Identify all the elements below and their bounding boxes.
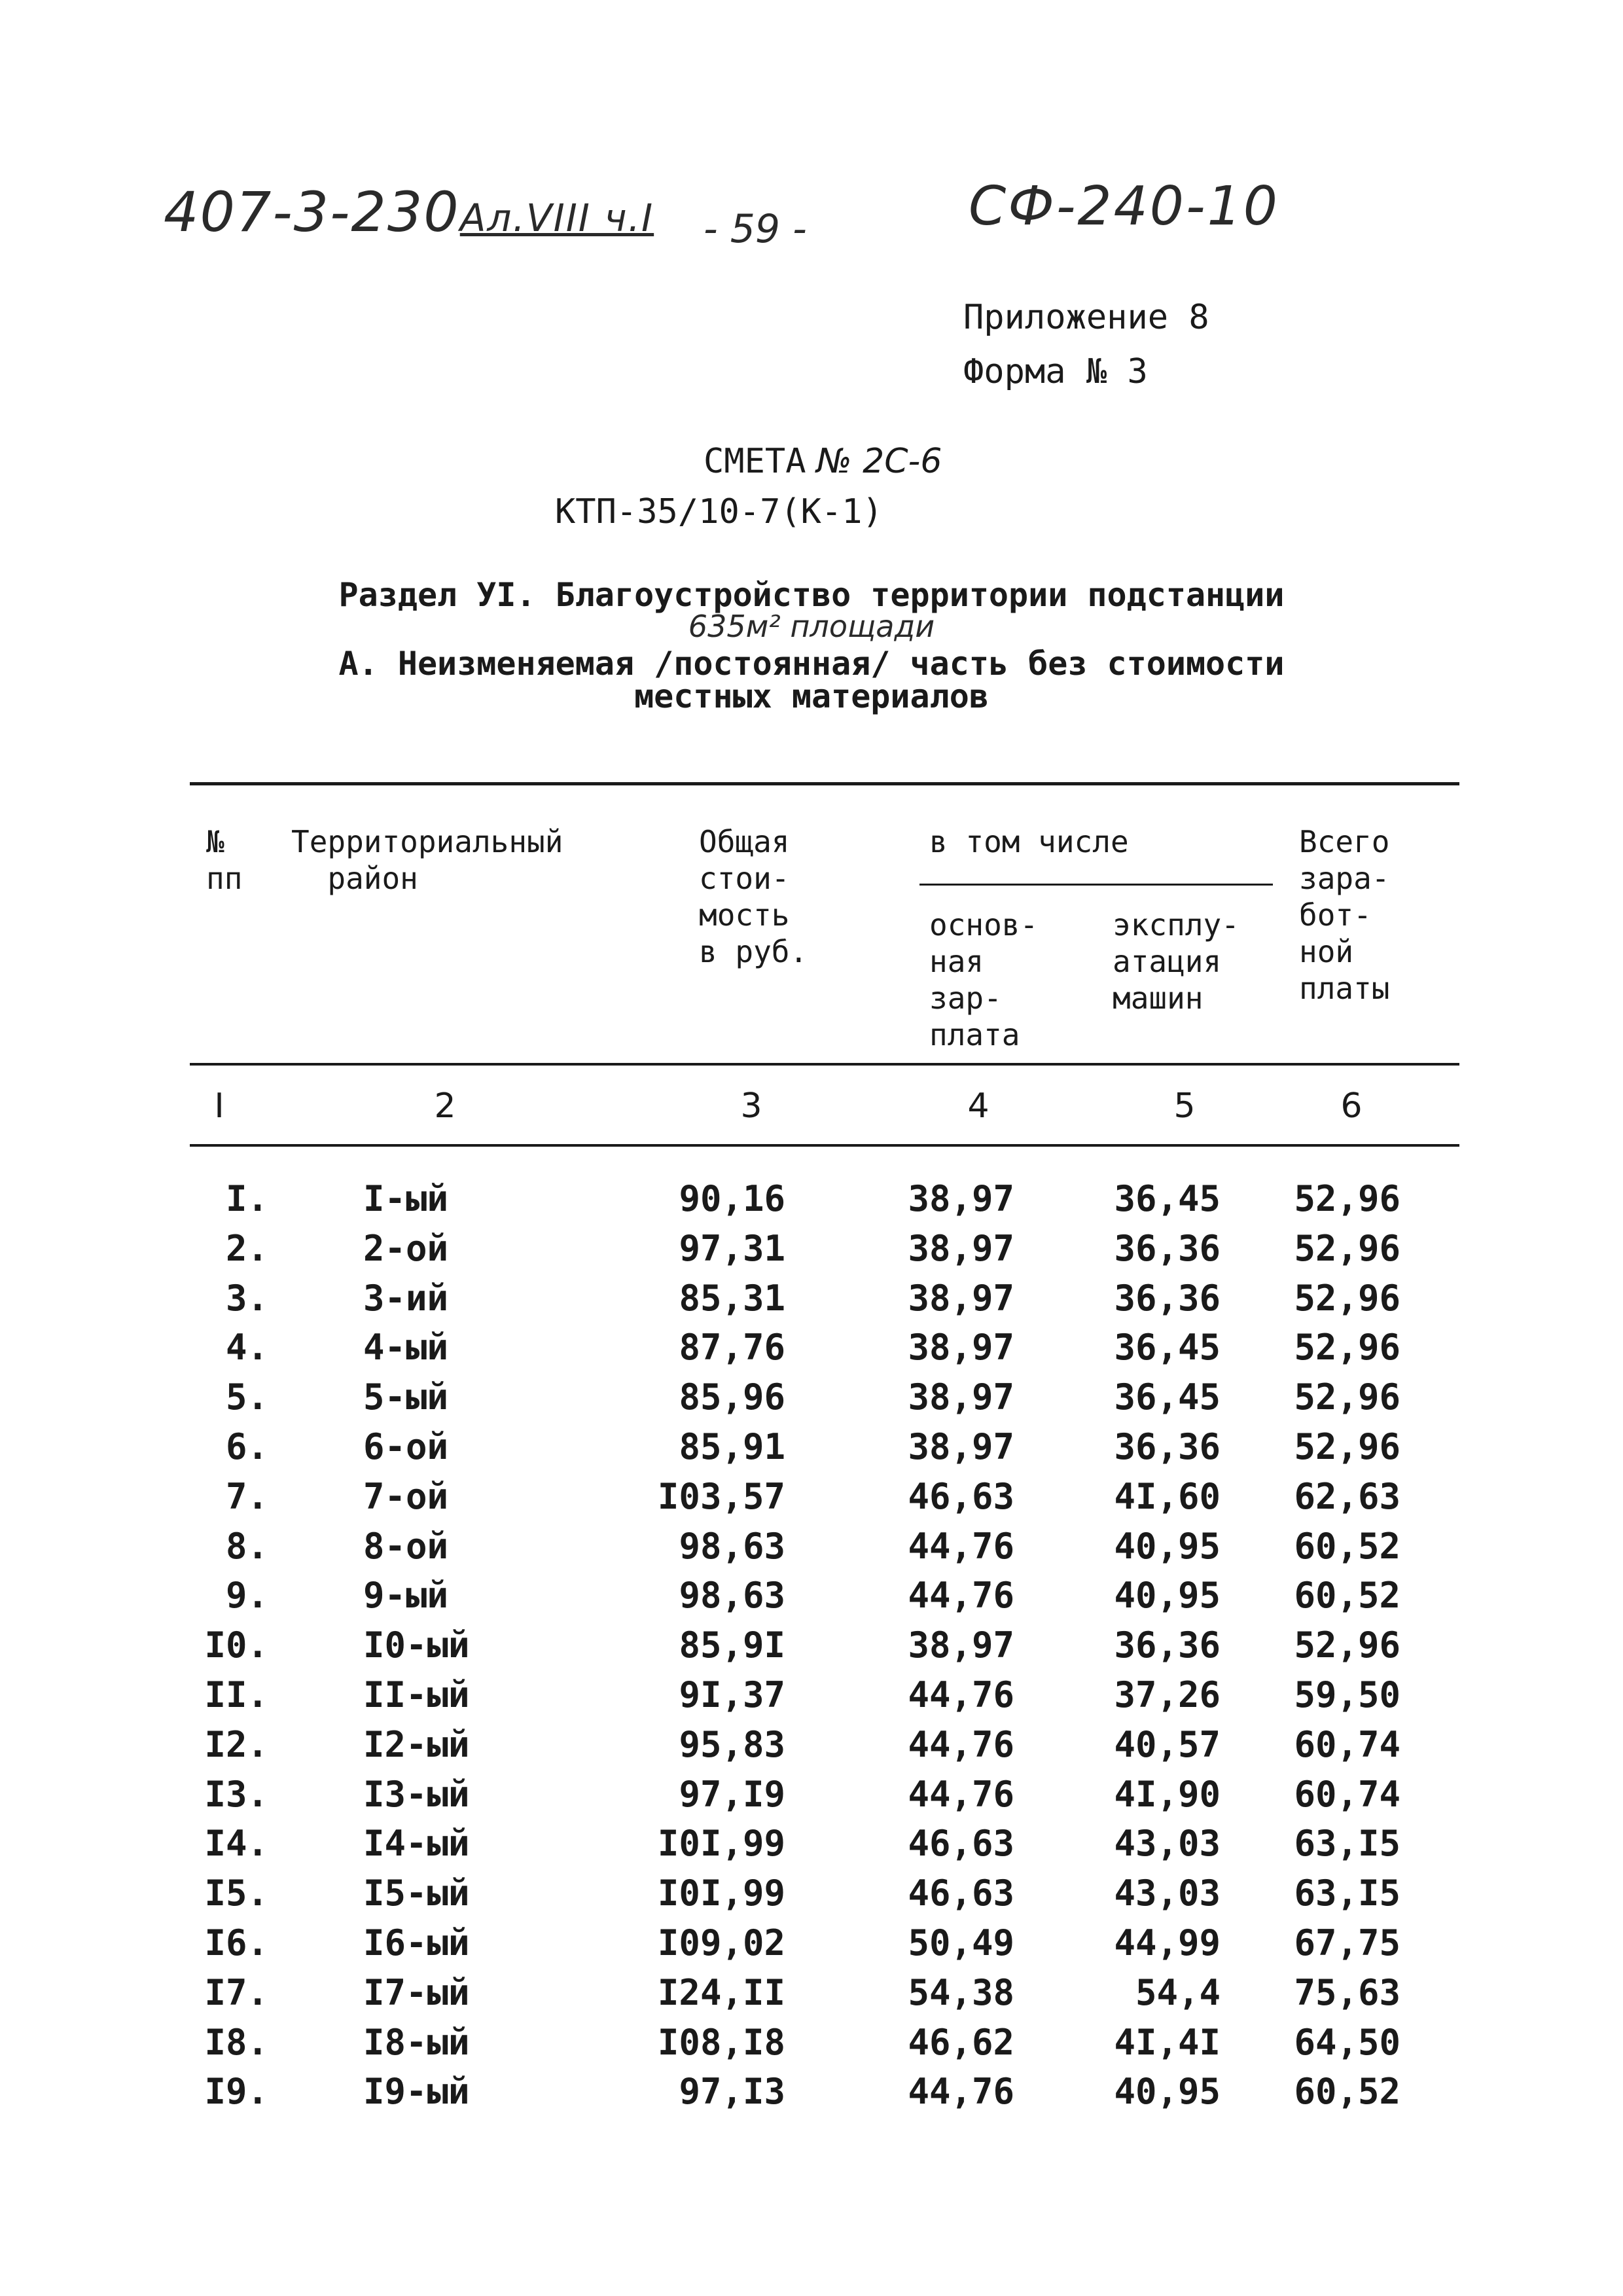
table-row	[0, 1823, 1623, 1873]
table-row	[0, 1922, 1623, 1972]
smeta-number: № 2С-6	[816, 442, 942, 481]
series-code: СФ-240-10	[969, 175, 1279, 238]
table-row	[0, 1972, 1623, 2022]
row-number: 2.	[225, 1227, 268, 1269]
machine-operation-cell: 40,95	[1114, 2071, 1221, 2113]
machine-operation-cell: 36,36	[1114, 1227, 1221, 1269]
total-cost-cell: 85,91	[679, 1426, 785, 1467]
machine-operation-cell: 40,57	[1114, 1723, 1221, 1765]
machine-operation-cell: 36,45	[1114, 1376, 1221, 1418]
base-wage-cell: 38,97	[908, 1178, 1014, 1219]
smeta-label: СМЕТА	[704, 442, 806, 481]
total-cost-cell: I0I,99	[657, 1823, 785, 1865]
table-row	[0, 1278, 1623, 1327]
appendix-label: Приложение 8	[963, 298, 1209, 337]
header-district: Территориальный район	[291, 824, 563, 896]
district-cell: 4-ый	[363, 1327, 449, 1369]
total-cost-cell: 98,63	[679, 1575, 785, 1617]
total-cost-cell: 85,31	[679, 1277, 785, 1319]
total-wage-cell: 60,74	[1294, 1773, 1400, 1815]
base-wage-cell: 38,97	[908, 1327, 1014, 1369]
table-row	[0, 1774, 1623, 1823]
total-cost-cell: 85,96	[679, 1376, 785, 1418]
total-cost-cell: 95,83	[679, 1723, 785, 1765]
total-wage-cell: 52,96	[1294, 1624, 1400, 1666]
row-number: 8.	[225, 1525, 268, 1567]
district-cell: I9-ый	[363, 2071, 470, 2113]
row-number: I6.	[204, 1922, 268, 1964]
base-wage-cell: 44,76	[908, 1674, 1014, 1715]
table-row	[0, 2071, 1623, 2121]
base-wage-cell: 46,63	[908, 1823, 1014, 1865]
header-total-cost: Общая стои- мость в руб.	[699, 824, 808, 969]
header-bottom-rule	[190, 1063, 1459, 1066]
base-wage-cell: 38,97	[908, 1277, 1014, 1319]
machine-operation-cell: 43,03	[1114, 1873, 1221, 1914]
base-wage-cell: 44,76	[908, 1773, 1014, 1815]
district-cell: 8-ой	[363, 1525, 449, 1567]
total-wage-cell: 60,74	[1294, 1723, 1400, 1765]
table-row	[0, 1873, 1623, 1922]
document-code-handwritten	[164, 180, 654, 244]
table-row	[0, 1376, 1623, 1426]
row-number: 5.	[225, 1376, 268, 1418]
subsection-title-line2: местных материалов	[634, 677, 989, 715]
total-wage-cell: 67,75	[1294, 1922, 1400, 1964]
subsection-title-line1: А. Неизменяемая /постоянная/ часть без стоимости	[338, 645, 1285, 683]
base-wage-cell: 38,97	[908, 1227, 1014, 1269]
total-cost-cell: 97,31	[679, 1227, 785, 1269]
table-row	[0, 1178, 1623, 1228]
base-wage-cell: 38,97	[908, 1426, 1014, 1467]
total-cost-cell: 97,I3	[679, 2071, 785, 2113]
table-row	[0, 1476, 1623, 1526]
total-cost-cell: 98,63	[679, 1525, 785, 1567]
row-number: I3.	[204, 1773, 268, 1815]
district-cell: I0-ый	[363, 1624, 470, 1666]
district-cell: I4-ый	[363, 1823, 470, 1865]
base-wage-cell: 44,76	[908, 1723, 1014, 1765]
base-wage-cell: 38,97	[908, 1376, 1014, 1418]
base-wage-cell: 38,97	[908, 1624, 1014, 1666]
total-wage-cell: 52,96	[1294, 1178, 1400, 1219]
district-cell: I5-ый	[363, 1873, 470, 1914]
column-number: 6	[1340, 1086, 1363, 1126]
base-wage-cell: 46,63	[908, 1873, 1014, 1914]
row-number: I9.	[204, 2071, 268, 2113]
machine-operation-cell: 36,36	[1114, 1277, 1221, 1319]
row-number: II.	[204, 1674, 268, 1715]
district-cell: I7-ый	[363, 1971, 470, 2013]
row-number: I4.	[204, 1823, 268, 1865]
total-wage-cell: 64,50	[1294, 2021, 1400, 2063]
column-number: I	[214, 1086, 224, 1126]
header-base-wage: основ- ная зар- плата	[929, 907, 1039, 1052]
table-row	[0, 1228, 1623, 1278]
total-wage-cell: 52,96	[1294, 1277, 1400, 1319]
district-cell: I6-ый	[363, 1922, 470, 1964]
machine-operation-cell: 44,99	[1114, 1922, 1221, 1964]
district-cell: I8-ый	[363, 2021, 470, 2063]
total-wage-cell: 63,I5	[1294, 1873, 1400, 1914]
total-cost-cell: 9I,37	[679, 1674, 785, 1715]
table-row	[0, 1624, 1623, 1674]
district-cell: I-ый	[363, 1178, 449, 1219]
district-cell: I2-ый	[363, 1723, 470, 1765]
total-cost-cell: 87,76	[679, 1327, 785, 1369]
row-number: 3.	[225, 1277, 268, 1319]
total-wage-cell: 52,96	[1294, 1376, 1400, 1418]
total-wage-cell: 60,52	[1294, 1575, 1400, 1617]
row-number: 7.	[225, 1475, 268, 1517]
total-cost-cell: I24,II	[657, 1971, 785, 2013]
form-label: Форма № 3	[963, 352, 1148, 391]
total-wage-cell: 52,96	[1294, 1227, 1400, 1269]
machine-operation-cell: 36,45	[1114, 1178, 1221, 1219]
district-cell: 6-ой	[363, 1426, 449, 1467]
section-title: Раздел УI. Благоустройство территории подстанции	[338, 576, 1285, 614]
group-header-rule	[919, 884, 1273, 886]
table-row	[0, 1724, 1623, 1774]
column-number: 5	[1173, 1086, 1196, 1126]
total-wage-cell: 63,I5	[1294, 1823, 1400, 1865]
machine-operation-cell: 36,36	[1114, 1624, 1221, 1666]
row-number: 9.	[225, 1575, 268, 1617]
table-row	[0, 1526, 1623, 1575]
area-note: 635м² площади	[688, 609, 935, 644]
header-total-wage: Всего зара- бот- ной платы	[1299, 824, 1390, 1006]
district-cell: 5-ый	[363, 1376, 449, 1418]
total-wage-cell: 60,52	[1294, 1525, 1400, 1567]
base-wage-cell: 54,38	[908, 1971, 1014, 2013]
row-number: I2.	[204, 1723, 268, 1765]
machine-operation-cell: 36,45	[1114, 1327, 1221, 1369]
row-number: I.	[225, 1178, 268, 1219]
column-numbers-rule	[190, 1144, 1459, 1147]
total-cost-cell: I08,I8	[657, 2021, 785, 2063]
row-number: I8.	[204, 2021, 268, 2063]
table-row	[0, 1426, 1623, 1476]
total-cost-cell: 85,9I	[679, 1624, 785, 1666]
row-number: 4.	[225, 1327, 268, 1369]
base-wage-cell: 44,76	[908, 1525, 1014, 1567]
base-wage-cell: 44,76	[908, 2071, 1014, 2113]
district-cell: 9-ый	[363, 1575, 449, 1617]
machine-operation-cell: 43,03	[1114, 1823, 1221, 1865]
base-wage-cell: 46,63	[908, 1475, 1014, 1517]
total-wage-cell: 75,63	[1294, 1971, 1400, 2013]
machine-operation-cell: 4I,60	[1114, 1475, 1221, 1517]
district-cell: 3-ий	[363, 1277, 449, 1319]
row-number: I0.	[204, 1624, 268, 1666]
base-wage-cell: 46,62	[908, 2021, 1014, 2063]
district-cell: I3-ый	[363, 1773, 470, 1815]
machine-operation-cell: 4I,4I	[1114, 2021, 1221, 2063]
header-including: в том числе	[929, 824, 1129, 859]
total-wage-cell: 60,52	[1294, 2071, 1400, 2113]
smeta-title	[704, 442, 942, 481]
machine-operation-cell: 37,26	[1114, 1674, 1221, 1715]
table-row	[0, 1327, 1623, 1376]
table-row	[0, 1674, 1623, 1724]
total-cost-cell: I0I,99	[657, 1873, 785, 1914]
total-cost-cell: I03,57	[657, 1475, 785, 1517]
table-row	[0, 1575, 1623, 1624]
total-wage-cell: 52,96	[1294, 1327, 1400, 1369]
page-number: - 59 -	[704, 206, 807, 252]
district-cell: 2-ой	[363, 1227, 449, 1269]
table-row	[0, 2022, 1623, 2072]
machine-operation-cell: 4I,90	[1114, 1773, 1221, 1815]
document-code: 407-3-230	[164, 180, 460, 244]
total-wage-cell: 52,96	[1294, 1426, 1400, 1467]
row-number: 6.	[225, 1426, 268, 1467]
base-wage-cell: 44,76	[908, 1575, 1014, 1617]
machine-operation-cell: 54,4	[1135, 1971, 1221, 2013]
column-number: 2	[434, 1086, 456, 1126]
table-body	[0, 1178, 1623, 2121]
object-title: КТП-35/10-7(К-1)	[555, 492, 883, 531]
total-cost-cell: I09,02	[657, 1922, 785, 1964]
total-wage-cell: 59,50	[1294, 1674, 1400, 1715]
district-cell: 7-ой	[363, 1475, 449, 1517]
table-top-rule	[190, 782, 1459, 785]
district-cell: II-ый	[363, 1674, 470, 1715]
machine-operation-cell: 40,95	[1114, 1575, 1221, 1617]
row-number: I7.	[204, 1971, 268, 2013]
machine-operation-cell: 40,95	[1114, 1525, 1221, 1567]
total-cost-cell: 90,16	[679, 1178, 785, 1219]
header-number: № пп	[206, 824, 243, 896]
row-number: I5.	[204, 1873, 268, 1914]
header-machine-operation: эксплу- атация машин	[1113, 907, 1240, 1016]
column-number: 3	[740, 1086, 762, 1126]
column-number: 4	[967, 1086, 990, 1126]
total-wage-cell: 62,63	[1294, 1475, 1400, 1517]
machine-operation-cell: 36,36	[1114, 1426, 1221, 1467]
document-code-suffix: Ал.VIII ч.I	[459, 196, 654, 240]
base-wage-cell: 50,49	[908, 1922, 1014, 1964]
total-cost-cell: 97,I9	[679, 1773, 785, 1815]
